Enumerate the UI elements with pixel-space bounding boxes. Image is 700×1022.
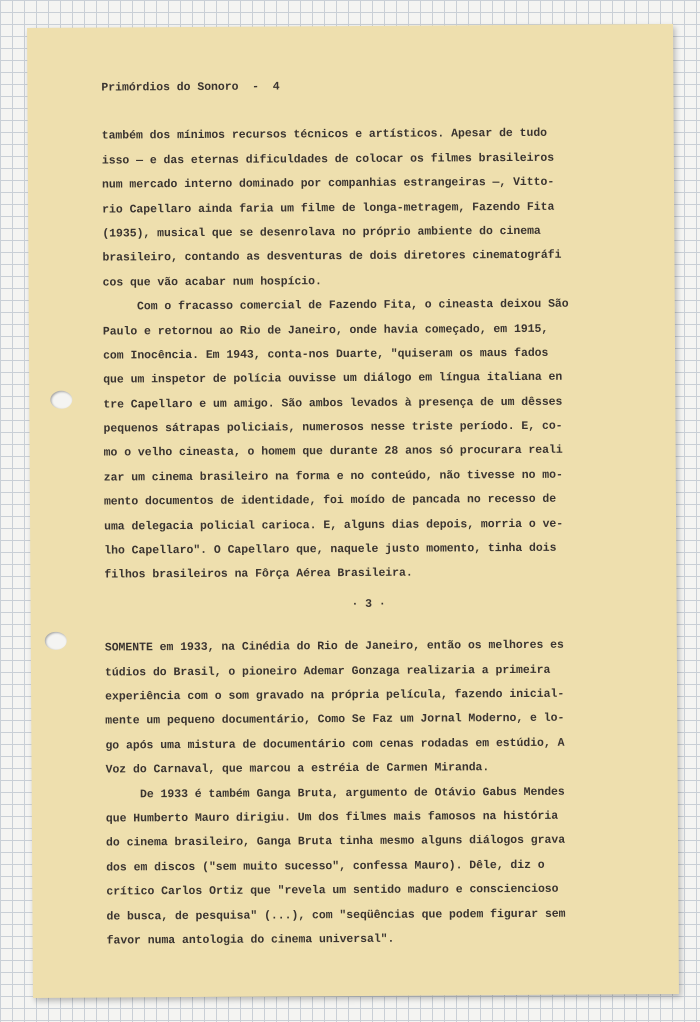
text-line: Paulo e retornou ao Rio de Janeiro, onde havia começado, em 1915, [102,322,549,339]
text-line: cos que vão acabar num hospício. [102,274,322,290]
text-line: num mercado interno dominado por companhias estrangeiras —, Vitto- [101,175,555,192]
text-line: experiência com o som gravado na própria película, fazendo inicial- [105,687,565,704]
text-line: Com o fracasso comercial de Fazendo Fita, o cineasta deixou São [102,297,569,314]
text-line: também dos mínimos recursos técnicos e artísticos. Apesar de tudo [101,127,548,143]
text-line: que Humberto Mauro dirigiu. Um dos filmes mais famosos na história [105,809,559,826]
section-number: · 3 · [351,597,386,611]
text-line: mento documentos de identidade, foi moído de pancada no recesso de [103,493,557,509]
text-line: rio Capellaro ainda faria um filme de longa-metragem, Fazendo Fita [102,200,555,217]
text-line: favor numa antologia do cinema universal". [106,932,395,948]
text-line: De 1933 é também Ganga Bruta, argumento de Otávio Gabus Mendes [105,785,565,802]
text-line: zar um cinema brasileiro na forma e no conteúdo, não tivesse no mo- [103,468,563,485]
text-line: mo o velho cineasta, o homem que durante 28 anos só procurara reali [103,444,563,460]
text-line: dos em discos ("sem muito sucesso", confessa Mauro). Dêle, diz o [106,858,545,875]
text-line: com Inocência. Em 1943, conta-nos Duarte, "quiseram os maus fados [103,346,549,363]
text-line: go após uma mistura de documentário com cenas rodadas em estúdio, A [105,736,565,753]
text-line: Voz do Carnaval, que marcou a estréia de Carmen Miranda. [105,761,490,777]
text-line: de busca, de pesquisa" (...), com "seqüências que podem figurar sem [106,907,566,924]
page-header: Primórdios do Sonoro - 4 [101,80,280,95]
text-line: pequenos sátrapas policiais, numerosos nesse triste período. E, co- [103,419,563,436]
text-line: uma delegacia policial carioca. E, alguns dias depois, morria o ve- [104,517,564,534]
page-text [101,73,634,953]
text-line: SOMENTE em 1933, na Cinédia do Rio de Janeiro, então os melhores es [104,638,564,655]
punch-hole-upper [50,391,72,409]
text-line: do cinema brasileiro, Ganga Bruta tinha mesmo alguns diálogos grava [105,834,566,850]
punch-hole-lower [45,632,67,650]
text-line: que um inspetor de polícia ouvisse um diálogo em língua italiana en [103,371,563,387]
text-line: mente um pequeno documentário, Como Se Faz um Jornal Moderno, e lo- [105,712,565,728]
text-line: crítico Carlos Ortiz que "revela um sentido maduro e consciencioso [106,882,559,899]
typewritten-page [27,24,679,998]
text-line: brasileiro, contando as desventuras de dois diretores cinematográfi [102,249,562,265]
text-line: filhos brasileiros na Fôrça Aérea Brasileira. [104,567,413,582]
text-line: tre Capellaro e um amigo. São ambos levados à presença de um dêsses [103,395,563,412]
text-line: lho Capellaro". O Capellaro que, naquele justo momento, tinha dois [104,541,557,558]
text-line: (1935), musical que se desenrolava no próprio ambiente do cinema [102,224,541,241]
text-line: túdios do Brasil, o pioneiro Ademar Gonzaga realizaria a primeira [104,663,551,680]
text-line: isso — e das eternas dificuldades de colocar os filmes brasileiros [101,151,555,168]
